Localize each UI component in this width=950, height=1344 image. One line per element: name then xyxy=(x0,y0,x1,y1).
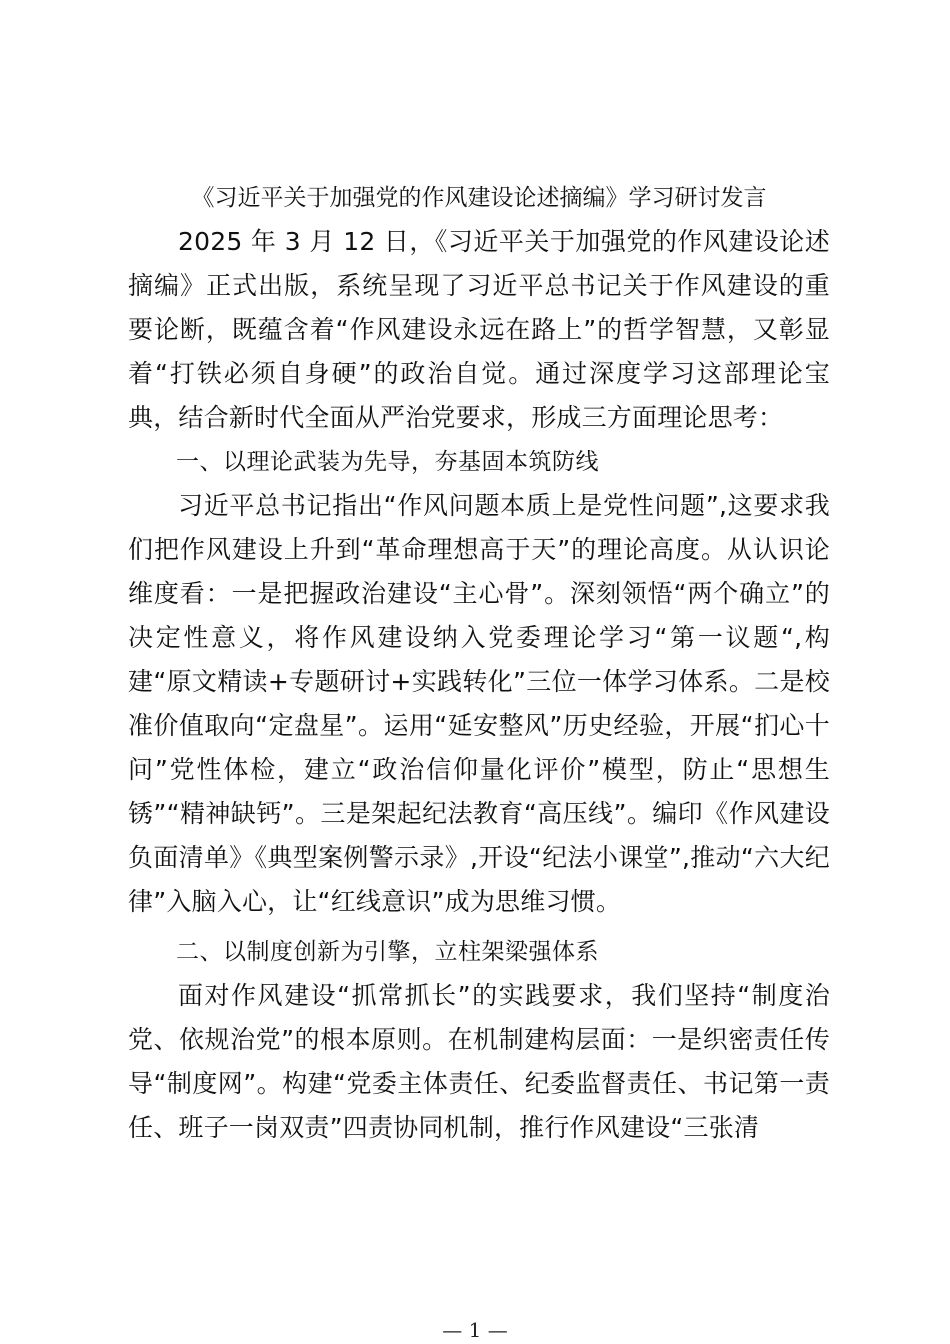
section-1-heading: 一、以理论武装为先导，夯基固本筑防线 xyxy=(176,449,599,475)
section-2-paragraph: 面对作风建设“抓常抓长”的实践要求，我们坚持“制度治党、依规治党”的根本原则。在机制建构层面：一是织密责任传导“制度网”。构建“党委主体责任、纪委监督责任、书记第一责任、班子一岗双责”四责协同机制，推行作风建设“三张清 xyxy=(128,981,830,1142)
document-body xyxy=(128,176,830,1150)
document-title: 《习近平关于加强党的作风建设论述摘编》学习研讨发言 xyxy=(191,185,767,211)
section-2-heading: 二、以制度创新为引擎，立柱架梁强体系 xyxy=(176,939,599,965)
section-1-paragraph: 习近平总书记指出“作风问题本质上是党性问题”,这要求我们把作风建设上升到“革命理想高于天”的理论高度。从认识论维度看：一是把握政治建设“主心骨”。深刻领悟“两个确立”的决定性意义，将作风建设纳入党委理论学习“第一议题“,构建“原文精读+专题研讨+实践转化”三位一体学习体系。二是校准价值取向“定盘星”。运用“延安整风”历史经验，开展“扪心十问”党性体检，建立“政治信仰量化评价”模型，防止“思想生锈”“精神缺钙”。三是架起纪法教育“高压线”。编印《作风建设负面清单》《典型案例警示录》,开设“纪法小课堂”,推动“六大纪律”入脑入心，让“红线意识”成为思维习惯。 xyxy=(128,491,830,916)
page-number: — 1 — xyxy=(442,1318,508,1342)
intro-paragraph: 2025 年 3 月 12 日，《习近平关于加强党的作风建设论述摘编》正式出版，系统呈现了习近平总书记关于作风建设的重要论断，既蕴含着“作风建设永远在路上”的哲学智慧，又彰显着“打铁必须自身硬”的政治自觉。通过深度学习这部理论宝典，结合新时代全面从严治党要求，形成三方面理论思考： xyxy=(128,227,830,432)
